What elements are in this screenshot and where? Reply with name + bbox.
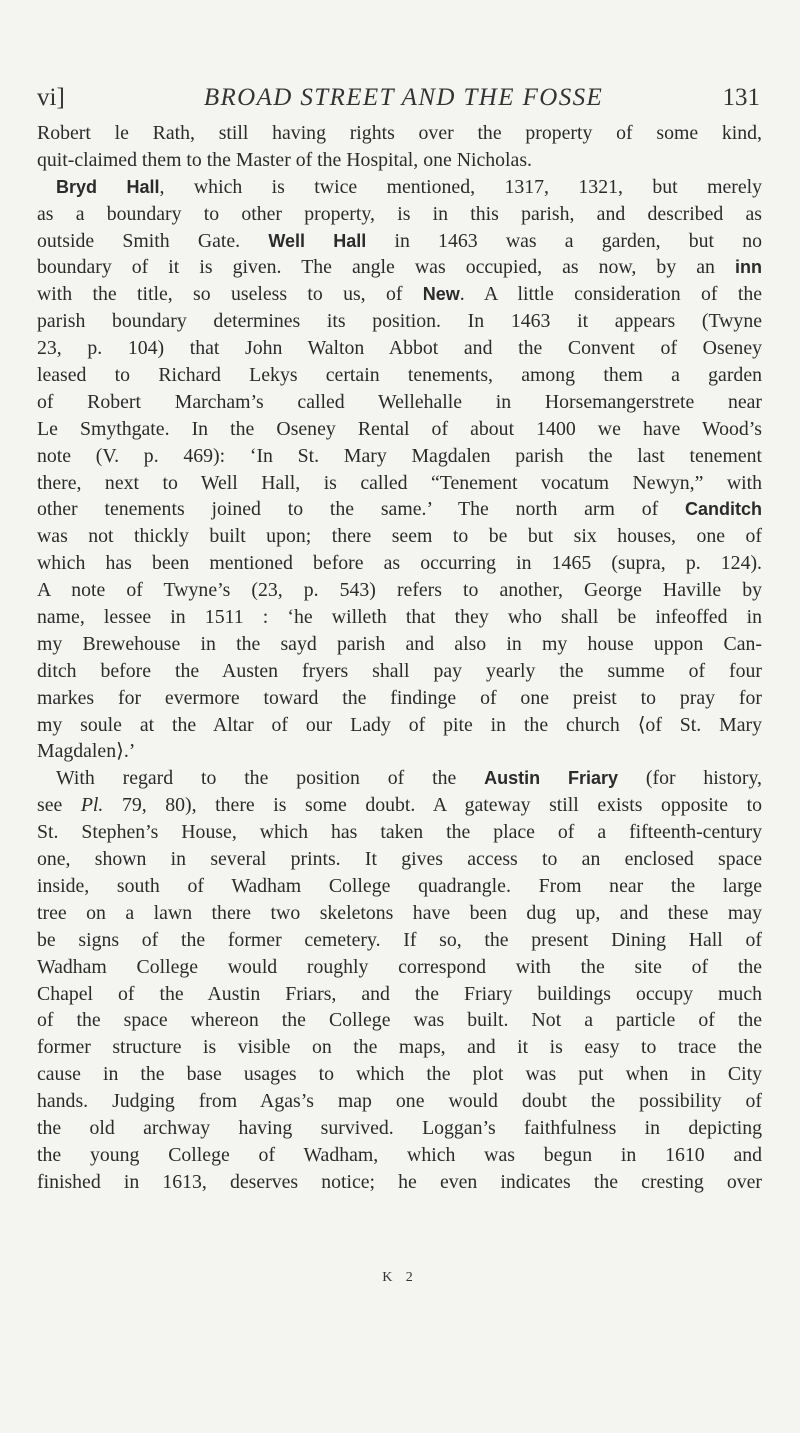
text-line — [37, 1169, 762, 1196]
emphasized-term: Canditch — [684, 499, 762, 520]
text-segment: of the space whereon the College was built. Not a particle of the — [37, 1009, 762, 1032]
text-segment: ditch before the Austen fryers shall pay yearly the summe of four — [37, 659, 762, 682]
text-segment: Wadham College would roughly correspond with the site of the — [37, 955, 762, 978]
signature-mark: K 2 — [382, 1270, 418, 1285]
text-line — [37, 792, 762, 819]
text-line — [37, 1142, 762, 1169]
text-segment: the young College of Wadham, which was begun in 1610 and — [37, 1143, 762, 1166]
text-line — [37, 496, 762, 523]
text-segment: hands. Judging from Agas’s map one would doubt the possibility of — [37, 1090, 762, 1113]
emphasized-term: New — [422, 284, 460, 305]
text-segment: boundary of it is given. The angle was occupied, as now, by an — [37, 256, 735, 279]
text-segment: quit-claimed them to the Master of the Hospital, one Nicholas. — [37, 148, 532, 171]
emphasized-term: Bryd Hall — [56, 176, 160, 197]
text-segment: Chapel of the Austin Friars, and the Friary buildings occupy much — [37, 982, 762, 1005]
text-segment: former structure is visible on the maps, and it is easy to trace the — [37, 1036, 762, 1059]
text-segment: 23, p. 104) that John Walton Abbot and the Convent of Oseney — [37, 337, 762, 360]
text-segment: 79, 80), there is some doubt. A gateway still exists opposite to — [103, 794, 762, 817]
running-title: BROAD STREET AND THE FOSSE — [203, 84, 604, 111]
text-line — [37, 416, 762, 443]
text-segment: , which is twice mentioned, 1317, 1321, but merely — [159, 175, 762, 198]
text-segment: tree on a lawn there two skeletons have been dug up, and these may — [37, 901, 762, 924]
text-line — [37, 604, 762, 631]
text-line — [37, 1115, 762, 1142]
text-line — [37, 1007, 762, 1034]
running-header — [37, 84, 760, 118]
text-segment: as a boundary to other property, is in this parish, and described as — [37, 202, 762, 225]
text-line — [37, 927, 762, 954]
text-line — [37, 738, 762, 765]
text-segment: finished in 1613, deserves notice; he even indicates the cresting over — [37, 1170, 762, 1193]
text-line — [37, 550, 762, 577]
text-segment: see — [37, 794, 81, 817]
text-line — [37, 712, 762, 739]
text-segment: cause in the base usages to which the plot was put when in City — [37, 1063, 762, 1086]
text-line — [37, 981, 762, 1008]
text-line — [37, 254, 762, 281]
text-line — [37, 523, 762, 550]
text-line — [37, 308, 762, 335]
text-line — [37, 577, 762, 604]
text-line — [37, 281, 762, 308]
text-line — [37, 362, 762, 389]
text-segment: was not thickly built upon; there seem to be but six houses, one of — [37, 525, 762, 548]
emphasized-term: inn — [735, 257, 762, 278]
text-line — [37, 228, 762, 255]
text-segment: my Brewehouse in the sayd parish and also in my house uppon Can- — [37, 632, 762, 655]
text-segment: Robert le Rath, still having rights over the property of some kind, — [37, 122, 762, 144]
text-segment: the old archway having survived. Loggan’s faithfulness in depicting — [37, 1116, 762, 1139]
plate-reference: Pl. — [80, 794, 104, 817]
text-line — [37, 685, 762, 712]
text-segment: outside Smith Gate. — [37, 229, 269, 252]
text-segment: Magdalen⟩.’ — [37, 740, 136, 763]
text-line — [37, 1061, 762, 1088]
text-line — [37, 765, 762, 792]
text-line — [37, 900, 762, 927]
text-segment: parish boundary determines its position. In 1463 it appears (Twyne — [37, 310, 762, 333]
text-segment: name, lessee in 1511 : ‘he willeth that they who shall be infeoffed in — [37, 606, 762, 629]
text-segment: St. Stephen’s House, which has taken the place of a fifteenth-century — [37, 821, 762, 844]
emphasized-term: Well Hall — [268, 230, 367, 251]
text-segment: there, next to Well Hall, is called “Tenement vocatum Newyn,” with — [37, 471, 762, 494]
text-line — [37, 846, 762, 873]
text-line — [37, 873, 762, 900]
text-line — [37, 819, 762, 846]
text-segment: markes for evermore toward the findinge of one preist to pray for — [37, 686, 762, 709]
text-segment: other tenements joined to the same.’ The north arm of — [37, 498, 685, 521]
text-line — [37, 443, 762, 470]
text-segment: Le Smythgate. In the Oseney Rental of about 1400 we have Wood’s — [37, 417, 762, 440]
text-segment: which has been mentioned before as occurring in 1465 (supra, p. 124). — [37, 552, 762, 575]
text-segment: With regard to the position of the — [56, 767, 485, 790]
text-line — [37, 147, 762, 174]
text-line — [37, 631, 762, 658]
text-segment: my soule at the Altar of our Lady of pite in the church ⟨of St. Mary — [37, 713, 762, 736]
text-segment: note (V. p. 469): ‘In St. Mary Magdalen parish the last tenement — [37, 444, 762, 467]
text-segment: of Robert Marcham’s called Wellehalle in Horsemangerstrete near — [37, 390, 762, 413]
text-segment: inside, south of Wadham College quadrangle. From near the large — [37, 874, 762, 897]
page-number: 131 — [722, 84, 760, 111]
text-segment: be signs of the former cemetery. If so, the present Dining Hall of — [37, 928, 762, 951]
text-line — [37, 1088, 762, 1115]
text-segment: in 1463 was a garden, but no — [366, 229, 762, 252]
text-segment: . A little consideration of the — [459, 283, 762, 306]
chapter-marker: vi] — [37, 84, 65, 111]
emphasized-term: Austin Friary — [484, 768, 619, 789]
text-segment: leased to Richard Lekys certain tenements, among them a garden — [37, 364, 762, 387]
text-line — [37, 658, 762, 685]
text-line — [37, 335, 762, 362]
text-segment: (for history, — [618, 767, 762, 790]
body-text — [37, 120, 762, 1196]
text-segment: one, shown in several prints. It gives access to an enclosed space — [37, 848, 762, 871]
text-line — [37, 120, 762, 147]
text-line — [37, 174, 762, 201]
text-line — [37, 1034, 762, 1061]
text-line — [37, 470, 762, 497]
text-segment: with the title, so useless to us, of — [37, 283, 423, 306]
text-line — [37, 389, 762, 416]
text-segment: A note of Twyne’s (23, p. 543) refers to another, George Haville by — [37, 579, 762, 602]
text-line — [37, 954, 762, 981]
text-line — [37, 201, 762, 228]
